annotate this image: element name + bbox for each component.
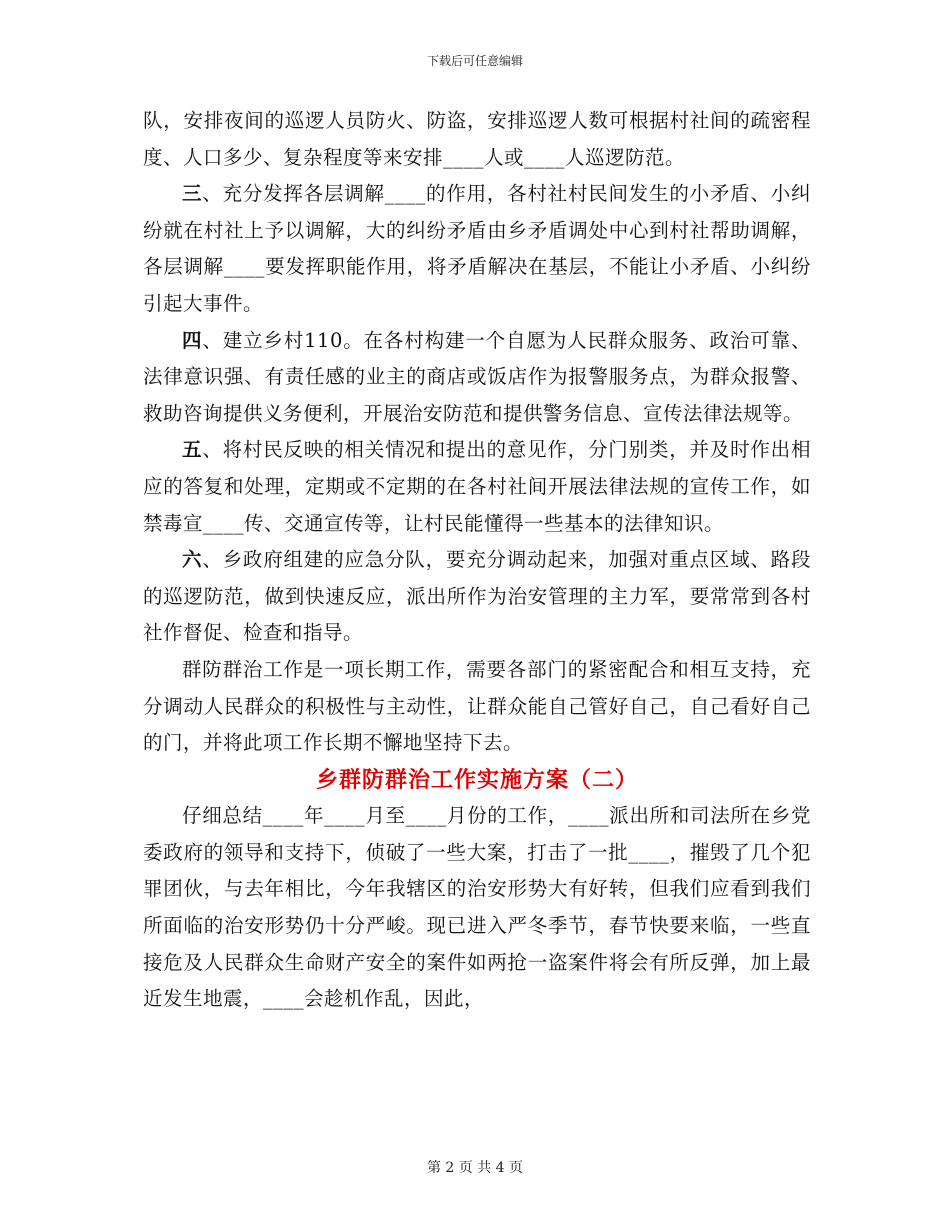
document-body (143, 103, 811, 1018)
paragraph-text: 、将村民反映的相关情况和提出的意见作，分门别类，并及时作出相应的答复和处理，定期或不定期的在各村社间开展法律法规的宣传工作，如禁毒宣____传、交通宣传等，让村民能懂得一些基本的法律知识。 (143, 438, 811, 535)
section-number: 五 (182, 438, 203, 462)
paragraph-section-two-intro (143, 798, 811, 1018)
page-number: 第 2 页 共 4 页 (426, 1160, 524, 1176)
paragraph-text: 、建立乡村110。在各村构建一个自愿为人民群众服务、政治可靠、法律意识强、有责任感的业主的商店或饭店作为报警服务点，为群众报警、救助咨询提供义务便利，开展治安防范和提供警务信息、宣传法律法规等。 (143, 328, 811, 425)
paragraph-text: 仔细总结____年____月至____月份的工作，____派出所和司法所在乡党委政府的领导和支持下，侦破了一些大案，打击了一批____，摧毁了几个犯罪团伙，与去年相比，今年我辖区的治安形势大有好转，但我们应看到我们所面临的治安形势仍十分严峻。现已进入严冬季节，春节快要来临，一些直接危及人民群众生命财产安全的案件如两抢一盗案件将会有所反弹，加上最近发生地震，____会趁机作乱，因此， (143, 804, 811, 1011)
paragraph-text: 、充分发挥各层调解____的作用，各村社村民间发生的小矛盾、小纠纷就在村社上予以调解，大的纠纷矛盾由乡矛盾调处中心到村社帮助调解，各层调解____要发挥职能作用，将矛盾解决在基层，不能让小矛盾、小纠纷引起大事件。 (143, 182, 811, 315)
paragraph-text: 群防群治工作是一项长期工作，需要各部门的紧密配合和相互支持，充分调动人民群众的积极性与主动性，让群众能自己管好自己，自己看好自己的门，并将此项工作长期不懈地坚持下去。 (143, 657, 811, 755)
paragraph-continuation (143, 103, 811, 176)
paragraph-section-four (143, 323, 811, 433)
paragraph-text: 队，安排夜间的巡逻人员防火、防盗，安排巡逻人数可根据村社间的疏密程度、人口多少、复杂程度等来安排____人或____人巡逻防范。 (143, 109, 811, 169)
paragraph-text: 、乡政府组建的应急分队，要充分调动起来，加强对重点区域、路段的巡逻防范，做到快速反应，派出所作为治安管理的主力军，要常常到各村社作督促、检查和指导。 (143, 548, 811, 645)
paragraph-section-five (143, 432, 811, 542)
section-number: 三 (182, 182, 203, 206)
paragraph-section-three (143, 176, 811, 322)
section-number: 四 (182, 328, 203, 352)
section-number: 六 (182, 548, 203, 572)
page-header-note: 下载后可任意编辑 (426, 54, 523, 68)
paragraph-section-six (143, 542, 811, 652)
section-title: 乡群防群治工作实施方案（二） (315, 766, 638, 793)
paragraph-summary (143, 652, 811, 762)
